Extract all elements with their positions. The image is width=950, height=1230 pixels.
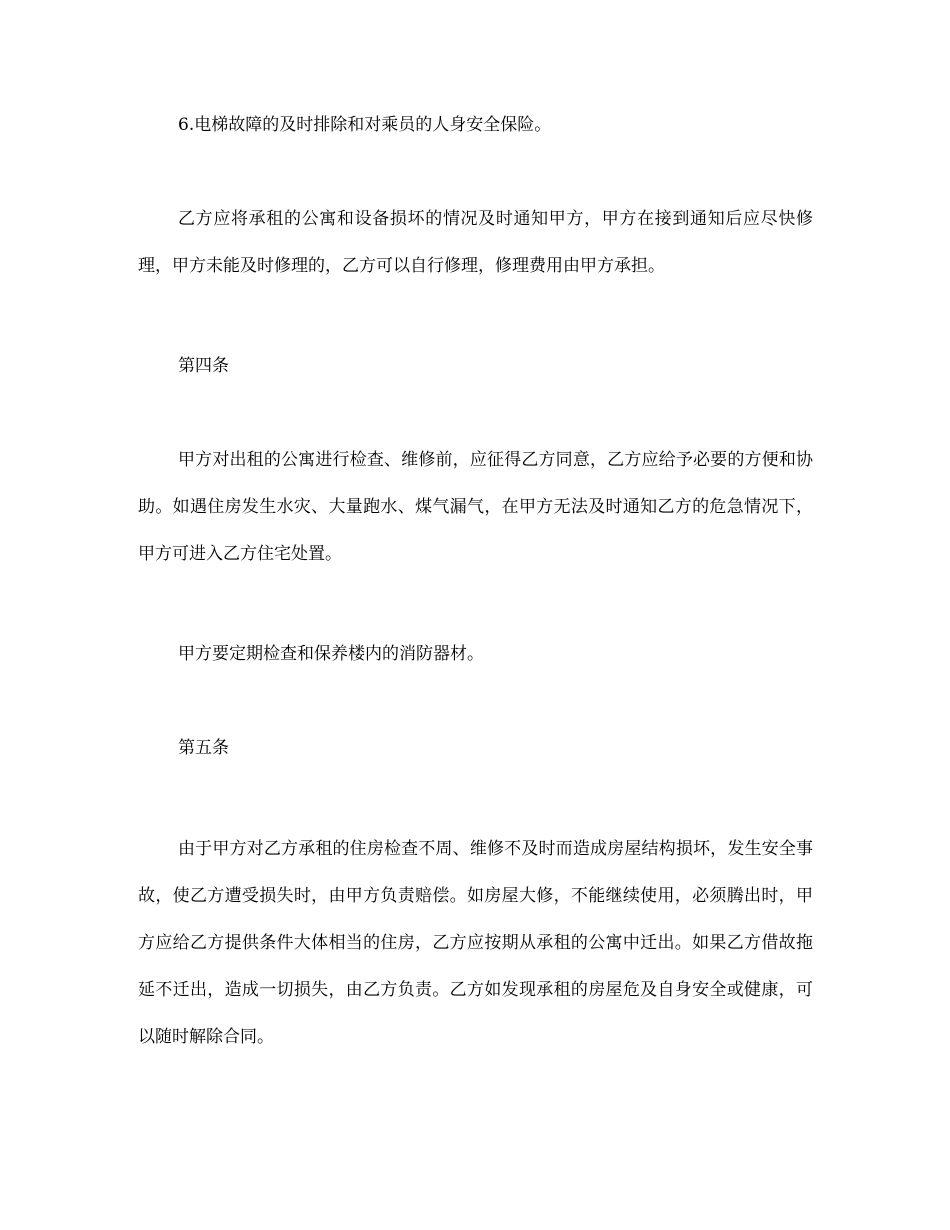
paragraph-elevator-insurance: 6.电梯故障的及时排除和对乘员的人身安全保险。 <box>178 115 552 135</box>
paragraph-liability: 由于甲方对乙方承租的住房检查不周、维修不及时而造成房屋结构损坏，发生安全事故，使乙方遭受损失时，由甲方负责赔偿。如房屋大修，不能继续使用，必须腾出时，甲方应给乙方提供条件大体相当的住房，乙方应按期从承租的公寓中迁出。如果乙方借故拖延不迁出，造成一切损失，由乙方负责。乙方如发现承租的房屋危及自身安全或健康，可以随时解除合同。 <box>138 839 813 1047</box>
article-5-heading: 第五条 <box>178 738 229 758</box>
paragraph-repair-notice: 乙方应将承租的公寓和设备损坏的情况及时通知甲方，甲方在接到通知后应尽快修理，甲方未能及时修理的，乙方可以自行修理，修理费用由甲方承担。 <box>138 209 813 276</box>
paragraph-inspection-consent: 甲方对出租的公寓进行检查、维修前，应征得乙方同意，乙方应给予必要的方便和协助。如遇住房发生水灾、大量跑水、煤气漏气，在甲方无法及时通知乙方的危急情况下，甲方可进入乙方住宅处置。 <box>138 450 813 564</box>
paragraph-fire-equipment: 甲方要定期检查和保养楼内的消防器材。 <box>178 644 484 664</box>
article-4-heading: 第四条 <box>178 356 229 376</box>
